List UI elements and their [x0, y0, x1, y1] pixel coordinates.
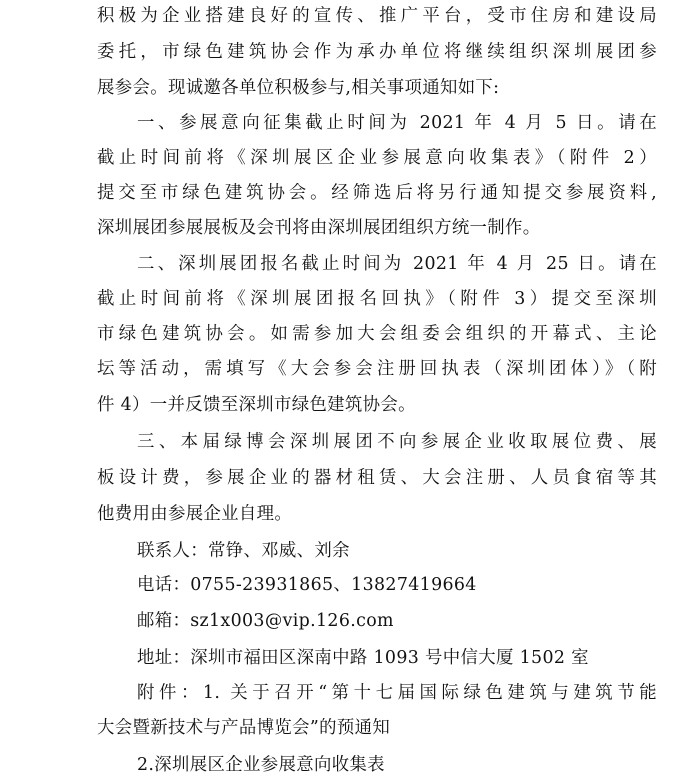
text-line: 委托，市绿色建筑协会作为承办单位将继续组织深圳展团参: [97, 42, 657, 62]
text-line: 截止时间前将《深圳展区企业参展意向收集表》（附件 2）: [97, 148, 657, 168]
text-line: 深圳展团参展展板及会刊将由深圳展团组织方统一制作。: [97, 218, 541, 238]
text-line: 板设计费，参展企业的器材租赁、大会注册、人员食宿等其: [97, 468, 657, 488]
contact-person: 联系人：常铮、邓威、刘余: [137, 541, 350, 561]
contact-phone: 电话：0755-23931865、13827419664: [137, 575, 477, 595]
text-line: 三、本届绿博会深圳展团不向参展企业收取展位费、展: [137, 432, 657, 452]
text-line: 坛等活动，需填写《大会参会注册回执表（深圳团体）》（附: [97, 359, 657, 379]
text-line: 市绿色建筑协会。如需参加大会组委会组织的开幕式、主论: [97, 324, 657, 344]
text-line: 积极为企业搭建良好的宣传、推广平台，受市住房和建设局: [97, 6, 657, 26]
attachment-line: 2.深圳展区企业参展意向收集表: [137, 755, 385, 775]
text-line: 截止时间前将《深圳展团报名回执》（附件 3）提交至深圳: [97, 289, 657, 309]
attachment-line: 大会暨新技术与产品博览会”的预通知: [97, 718, 391, 738]
attachment-line: 附件：1. 关于召开“第十七届国际绿色建筑与建筑节能: [137, 683, 657, 703]
text-line: 提交至市绿色建筑协会。经筛选后将另行通知提交参展资料,: [97, 183, 657, 203]
text-line: 件 4）一并反馈至深圳市绿色建筑协会。: [97, 395, 416, 415]
text-line: 展参会。现诚邀各单位积极参与,相关事项通知如下:: [97, 78, 500, 98]
text-line: 二、深圳展团报名截止时间为 2021 年 4 月 25 日。请在: [137, 254, 657, 274]
contact-email: 邮箱：sz1x003@vip.126.com: [137, 611, 394, 631]
contact-address: 地址：深圳市福田区深南中路 1093 号中信大厦 1502 室: [137, 648, 589, 668]
text-line: 一、参展意向征集截止时间为 2021 年 4 月 5 日。请在: [137, 113, 657, 133]
text-line: 他费用由参展企业自理。: [97, 504, 293, 524]
